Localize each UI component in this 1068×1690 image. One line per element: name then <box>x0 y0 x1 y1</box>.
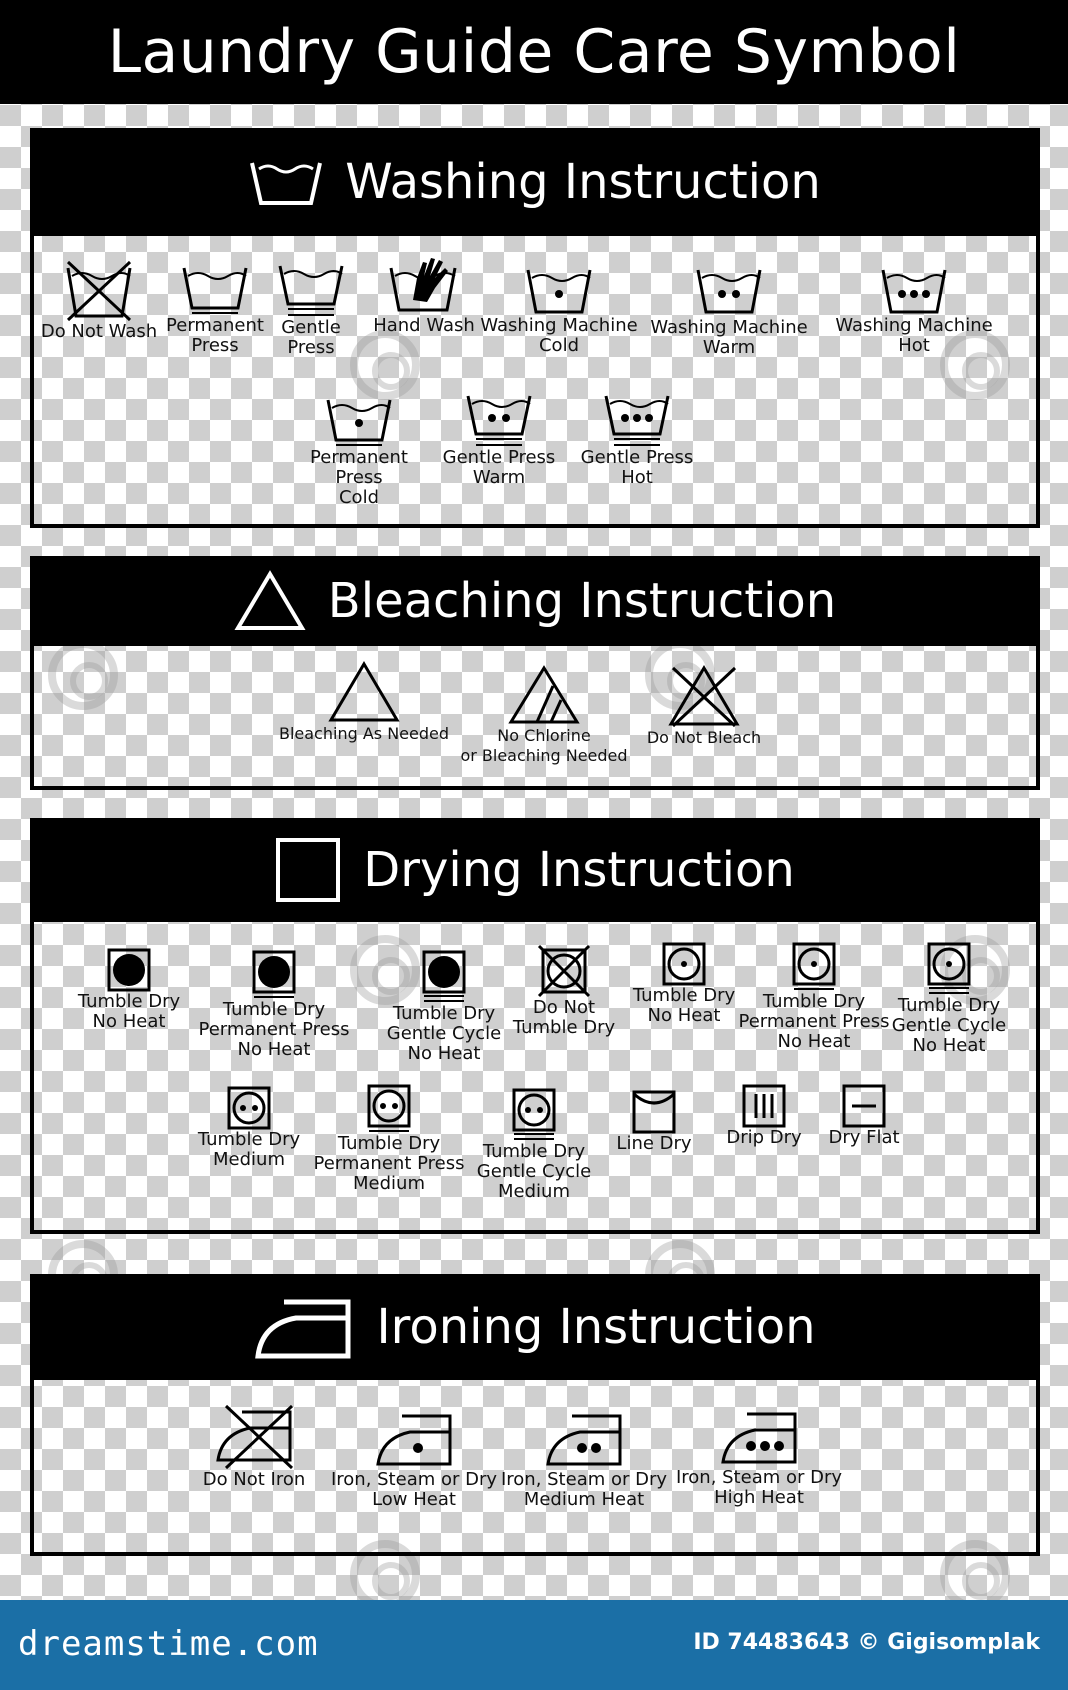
item-label: Gentle Press <box>442 447 556 468</box>
item-label: Cold <box>538 335 579 356</box>
item-label: Bleaching As Needed <box>278 724 449 743</box>
item-label: Hand Wash <box>373 315 475 336</box>
item-label: Tumble Dry <box>762 991 866 1012</box>
item-label: No Heat <box>92 1011 166 1032</box>
tumble-dry-no-heat-outline-item <box>624 942 744 1026</box>
footer-bar <box>0 1600 1068 1690</box>
item-label: Line Dry <box>616 1133 692 1154</box>
dry-flat-icon <box>842 1084 886 1128</box>
item-label: Press <box>335 467 383 488</box>
item-label: Tumble Dry <box>482 1141 586 1162</box>
washtub-three-dots-icon <box>879 266 949 316</box>
iron-high-heat-item <box>649 1408 869 1508</box>
item-label: Washing Machine <box>480 315 638 336</box>
hand-wash-item <box>354 254 494 336</box>
washtub-icon <box>249 157 323 207</box>
item-label: Permanent Press <box>198 1019 350 1040</box>
item-label: Tumble Dry <box>77 991 181 1012</box>
washtub-two-dots-icon <box>694 266 764 318</box>
iron-one-dot-icon <box>372 1410 456 1470</box>
iron-three-dots-icon <box>717 1408 801 1468</box>
item-label: Dry Flat <box>828 1127 900 1148</box>
item-label: Low Heat <box>372 1489 456 1510</box>
washtub-one-dot-icon <box>524 266 594 316</box>
drying-body <box>30 922 1040 1234</box>
ironing-title: Ironing Instruction <box>376 1299 816 1355</box>
item-label: Do Not Bleach <box>646 728 762 747</box>
gentle-press-warm-item <box>434 392 564 488</box>
item-label: Medium <box>498 1181 570 1202</box>
item-label: Warm <box>702 337 756 358</box>
machine-cold-item <box>474 266 644 356</box>
bleach-triangle-icon <box>327 660 401 724</box>
washtub-permanent-press-icon <box>180 264 250 316</box>
iron-icon <box>254 1294 354 1360</box>
do-not-iron-icon <box>212 1404 296 1470</box>
line-dry-item <box>604 1090 704 1154</box>
tumble-dry-no-heat-item <box>74 948 184 1032</box>
item-label: Permanent Press <box>313 1153 465 1174</box>
gentle-press-hot-item <box>572 392 702 488</box>
item-label: Permanent <box>166 315 264 336</box>
item-label: Washing Machine <box>835 315 993 336</box>
washing-title: Washing Instruction <box>345 154 821 210</box>
item-label: Press <box>287 337 335 358</box>
item-label: Medium Heat <box>523 1489 645 1510</box>
item-label: No Heat <box>777 1031 851 1052</box>
item-label: Tumble Dry <box>512 1017 616 1038</box>
item-label: No Chlorine <box>497 726 591 745</box>
item-label: Do Not <box>532 997 596 1018</box>
item-label: No Heat <box>912 1035 986 1056</box>
do-not-bleach-icon <box>667 664 741 728</box>
item-label: Press <box>191 335 239 356</box>
drip-dry-icon <box>742 1084 786 1128</box>
item-label: Medium <box>353 1173 425 1194</box>
bleaching-body <box>30 646 1040 790</box>
gentle-press-item <box>266 262 356 358</box>
do-not-wash-item <box>34 258 164 342</box>
tumble-dry-two-dots-permanent-press-icon <box>366 1084 412 1134</box>
do-not-tumble-dry-icon <box>537 944 591 998</box>
item-label: Medium <box>213 1149 285 1170</box>
do-not-iron-item <box>184 1404 324 1490</box>
washtub-gentle-hot-icon <box>602 392 672 448</box>
item-label: Tumble Dry <box>897 995 1001 1016</box>
tumble-dry-two-dots-icon <box>227 1086 271 1130</box>
washing-header <box>30 128 1040 236</box>
item-label: Permanent <box>310 447 408 468</box>
line-dry-icon <box>632 1090 676 1134</box>
item-label: Iron, Steam or Dry <box>675 1467 843 1488</box>
item-label: Warm <box>472 467 526 488</box>
permanent-press-cold-item <box>304 396 414 508</box>
item-label: High Heat <box>714 1487 804 1508</box>
tumble-dry-medium-item <box>184 1086 314 1170</box>
tumble-dry-gentle-no-heat-item <box>374 950 514 1064</box>
item-label: Do Not Iron <box>202 1469 306 1490</box>
tumble-dry-permanent-press-medium-item <box>309 1084 469 1194</box>
do-not-bleach-item <box>614 664 794 748</box>
washing-body <box>30 236 1040 528</box>
item-label: Iron, Steam or Dry <box>330 1469 498 1490</box>
machine-hot-item <box>824 266 1004 356</box>
item-label: Tumble Dry <box>197 1129 301 1150</box>
item-label: Drip Dry <box>726 1127 802 1148</box>
tumble-dry-filled-gentle-icon <box>421 950 467 1004</box>
iron-two-dots-icon <box>542 1410 626 1470</box>
do-not-tumble-dry-item <box>504 944 624 1038</box>
item-label: Gentle <box>281 317 341 338</box>
triangle-icon <box>234 570 306 632</box>
item-label: or Bleaching Needed <box>460 746 628 765</box>
machine-warm-item <box>644 266 814 358</box>
item-label: No Heat <box>237 1039 311 1060</box>
bleaching-header <box>30 556 1040 646</box>
item-label: Tumble Dry <box>392 1003 496 1024</box>
tumble-dry-dot-gentle-icon <box>926 942 972 996</box>
tumble-dry-two-dots-gentle-icon <box>511 1088 557 1142</box>
item-label: Gentle Cycle <box>476 1161 592 1182</box>
permanent-press-item <box>160 264 270 356</box>
do-not-wash-icon <box>64 258 134 322</box>
item-label: Tumble Dry <box>222 999 326 1020</box>
page-title: Laundry Guide Care Symbol <box>0 0 1068 104</box>
tumble-dry-gentle-medium-item <box>464 1088 604 1202</box>
tumble-dry-dot-icon <box>662 942 706 986</box>
square-icon <box>275 837 341 903</box>
item-label: Iron, Steam or Dry <box>500 1469 668 1490</box>
item-label: Tumble Dry <box>632 985 736 1006</box>
item-label: Cold <box>338 487 379 508</box>
item-label: Do Not Wash <box>40 321 158 342</box>
footer-brand[interactable]: dreamstime.com <box>18 1624 319 1664</box>
tumble-dry-gentle-outline-item <box>884 942 1014 1056</box>
tumble-dry-permanent-press-outline-item <box>734 942 894 1052</box>
washtub-permanent-press-cold-icon <box>324 396 394 448</box>
ironing-body <box>30 1380 1040 1556</box>
tumble-dry-filled-permanent-press-icon <box>251 950 297 1000</box>
item-label: Gentle Cycle <box>891 1015 1007 1036</box>
item-label: Tumble Dry <box>337 1133 441 1154</box>
footer-image-id: ID 74483643 © Gigisomplak <box>693 1630 1040 1655</box>
drip-dry-item <box>714 1084 814 1148</box>
item-label: Hot <box>621 467 653 488</box>
item-label: Hot <box>898 335 930 356</box>
non-chlorine-triangle-icon <box>507 664 581 726</box>
tumble-dry-filled-icon <box>107 948 151 992</box>
hand-wash-icon <box>387 254 461 316</box>
item-label: No Heat <box>647 1005 721 1026</box>
item-label: Gentle Press <box>580 447 694 468</box>
washtub-gentle-icon <box>276 262 346 318</box>
drying-title: Drying Instruction <box>363 842 795 898</box>
washtub-gentle-warm-icon <box>464 392 534 448</box>
bleaching-title: Bleaching Instruction <box>327 573 837 629</box>
item-label: Gentle Cycle <box>386 1023 502 1044</box>
drying-header <box>30 818 1040 922</box>
item-label: No Heat <box>407 1043 481 1064</box>
dry-flat-item <box>814 1084 914 1148</box>
tumble-dry-dot-permanent-press-icon <box>791 942 837 992</box>
tumble-dry-permanent-press-no-heat-item <box>194 950 354 1060</box>
ironing-header <box>30 1274 1040 1380</box>
item-label: Washing Machine <box>650 317 808 338</box>
item-label: Permanent Press <box>738 1011 890 1032</box>
